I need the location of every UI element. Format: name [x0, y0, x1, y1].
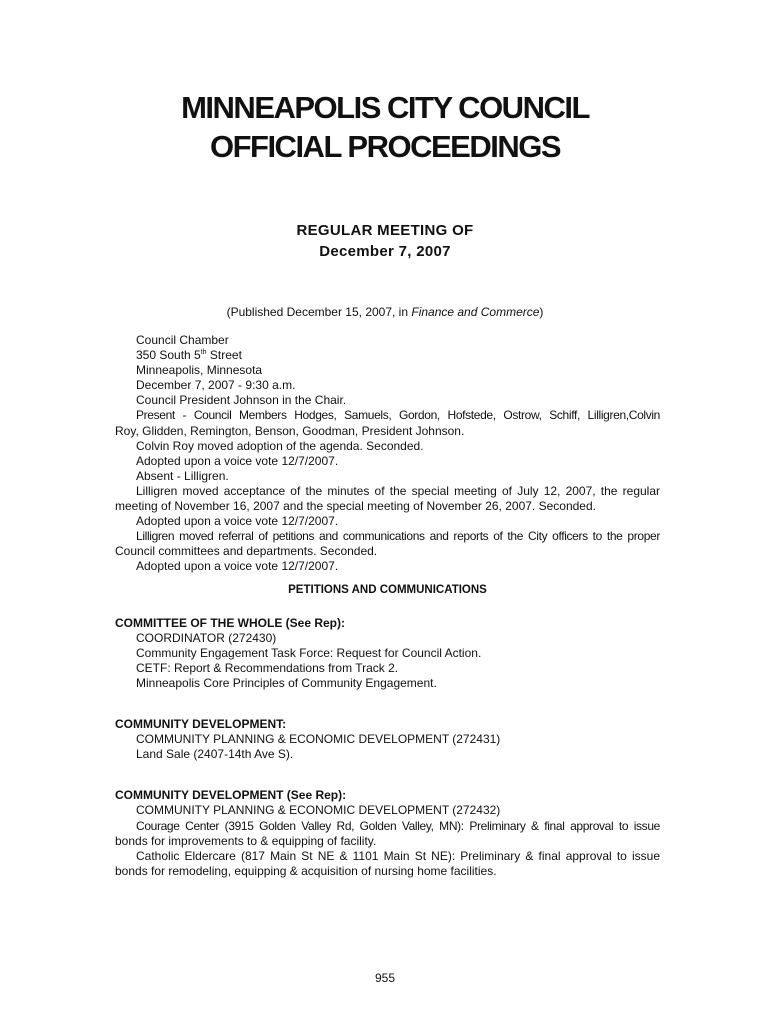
- location-line: Council Chamber: [136, 333, 229, 347]
- cow-dept: COORDINATOR (272430): [136, 630, 277, 645]
- publication-prefix: (Published December 15, 2007, in: [226, 305, 412, 319]
- publication-newspaper: Finance and Commerce: [411, 305, 540, 319]
- street-line: 350 South 5th Street: [136, 348, 242, 363]
- meeting-heading: REGULAR MEETING OF: [296, 222, 474, 239]
- adopted-line-1: Adopted upon a voice vote 12/7/2007.: [136, 453, 339, 468]
- present-line-b: Roy, Glidden, Remington, Benson, Goodman, President Johnson.: [115, 423, 465, 438]
- referral-line-b: Council committees and departments. Seconded.: [115, 544, 378, 559]
- petitions-heading: PETITIONS AND COMMUNICATIONS: [288, 583, 487, 596]
- cd1-dept: COMMUNITY PLANNING & ECONOMIC DEVELOPMENT (272431): [136, 732, 501, 747]
- document-title-line1: MINNEAPOLIS CITY COUNCIL: [181, 90, 589, 125]
- absent-line: Absent - Lilligren.: [136, 468, 229, 483]
- present-line-a: Present - Council Members Hodges, Samuels, Gordon, Hofstede, Ostrow, Schiff, Lilligren,Colvin: [136, 408, 660, 423]
- minutes-line-a: Lilligren moved acceptance of the minutes of the special meeting of July 12, 2007, the regular: [136, 483, 660, 498]
- city-line: Minneapolis, Minnesota: [136, 363, 263, 378]
- document-title-line2: OFFICIAL PROCEEDINGS: [209, 129, 561, 164]
- cd1-item-1: Land Sale (2407-14th Ave S).: [136, 747, 294, 762]
- agenda-line: Colvin Roy moved adoption of the agenda. Seconded.: [136, 438, 424, 453]
- proceedings-body: [115, 333, 660, 879]
- cd2-item-2b: bonds for remodeling, equipping & acquisition of nursing home facilities.: [115, 863, 497, 878]
- cd1-heading: COMMUNITY DEVELOPMENT:: [115, 717, 287, 732]
- cd2-item-2a: Catholic Eldercare (817 Main St NE & 1101 Main St NE): Preliminary & final approval to issue: [136, 848, 660, 863]
- datetime-line: December 7, 2007 - 9:30 a.m.: [136, 378, 296, 393]
- cd2-dept: COMMUNITY PLANNING & ECONOMIC DEVELOPMENT (272432): [136, 803, 501, 818]
- cd2-item-1b: bonds for improvements to & equipping of facility.: [115, 833, 377, 848]
- adopted-line-2: Adopted upon a voice vote 12/7/2007.: [136, 514, 339, 529]
- cow-item-3: Minneapolis Core Principles of Community Engagement.: [136, 675, 437, 690]
- adopted-line-3: Adopted upon a voice vote 12/7/2007.: [136, 559, 339, 574]
- meeting-date: December 7, 2007: [319, 243, 451, 260]
- publication-note: [0, 304, 770, 320]
- page-number: 955: [374, 971, 396, 985]
- cd2-heading: COMMUNITY DEVELOPMENT (See Rep):: [115, 788, 347, 803]
- cd2-item-1a: Courage Center (3915 Golden Valley Rd, Golden Valley, MN): Preliminary & final approval to issue: [136, 818, 660, 833]
- cow-heading: COMMITTEE OF THE WHOLE (See Rep):: [115, 615, 345, 630]
- chair-line: Council President Johnson in the Chair.: [136, 393, 347, 408]
- cow-item-2: CETF: Report & Recommendations from Track 2.: [136, 660, 399, 675]
- minutes-line-b: meeting of November 16, 2007 and the special meeting of November 26, 2007. Seconded.: [115, 499, 596, 514]
- cow-item-1: Community Engagement Task Force: Request for Council Action.: [136, 645, 482, 660]
- referral-line-a: Lilligren moved referral of petitions and communications and reports of the City officers to the proper: [136, 529, 660, 544]
- publication-suffix: ): [539, 305, 544, 319]
